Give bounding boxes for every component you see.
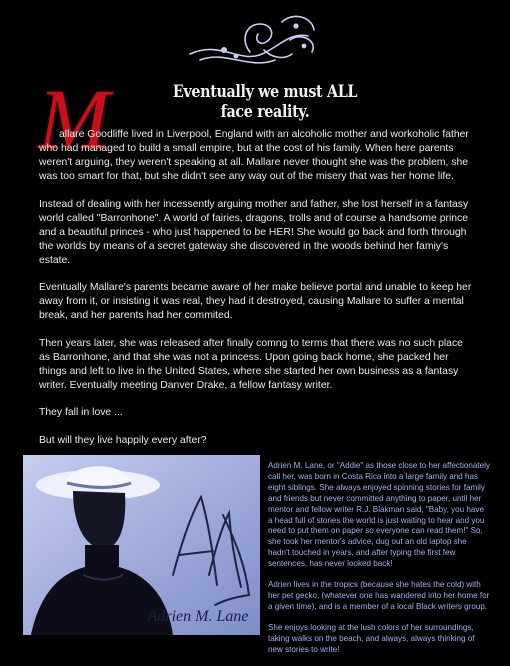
author-bio: [268, 461, 490, 666]
story-paragraph: They fall in love ...: [39, 407, 123, 418]
drop-cap-letter: M: [38, 71, 110, 167]
story-paragraph: Instead of dealing with her incessently arguing mother and father, she lost herself in a fantasy world called "Barronhone". A world of fairies, dragons, trolls and of course a handsome prince and a beautiful princes - who just happened to be HER! She would go back and forth through the worlds by means of a secret gateway she discovered in the woods behind her famiy's estate.: [39, 198, 469, 266]
author-photo: [23, 455, 260, 635]
story-paragraph: But will they live happily every after?: [39, 434, 207, 446]
bio-paragraph: Adrien M. Lane, or "Addie" as those close to her affectionately call her, was born in Costa Rica into a large family and has eight siblings. She always enjoyed spinning stories for family and friends but never committed anything to paper, until her mentor and fellow writer R.J. Blakman said, "Baby, you have a head full of stories the world is just waiting to hear and you need to put them on paper so everyone can read them!" So, she took her mentor's advice, dug out an old laptop she hadn't touched in years, and after typing the first few sentences, has never looked back!: [268, 461, 491, 569]
flourish-ornament-icon: [180, 10, 330, 72]
story-paragraph: Eventually Mallare's parents became aware of her make believe portal and unable to keep her away from it, or insisting it was real, they had it destroyed, causing Mallare to suffer a mental break, and her parents had her commited.: [39, 282, 472, 321]
page-title: Eventually we must ALL face reality.: [172, 82, 358, 122]
story-synopsis: [39, 128, 472, 461]
story-paragraph: allare Goodliffe lived in Liverpool, England with an alcoholic mother and workoholic father who had managed to build a small empire, but at the cost of his family. When here parents weren't arguing, they weren't speaking at all. Mallare never thought she was the problem, she was too smart for that, but she didn't see any way out of the misery that was her home life.: [39, 129, 469, 182]
bio-paragraph: She enjoys looking at the lush colors of her surroundings, taking walks on the beach, and always, always thinking of new stories to write!: [268, 622, 475, 654]
story-paragraph: Then years later, she was released after finally comng to terms that there was no such place as Barronhone, and that she was not a princess. Upon going back home, she packed her things and left to live in the United States, where she started her own business as a fantasy writer. Eventually meeting Danver Drake, a fellow fantasy writer.: [39, 337, 463, 391]
author-signature: Adrien M. Lane: [147, 608, 249, 625]
bio-paragraph: Adrien lives in the tropics (because she hates the cold) with her pet gecko, (whatever one has wandered into her home for a given time), and is a member of a local Black writers group.: [268, 580, 490, 611]
